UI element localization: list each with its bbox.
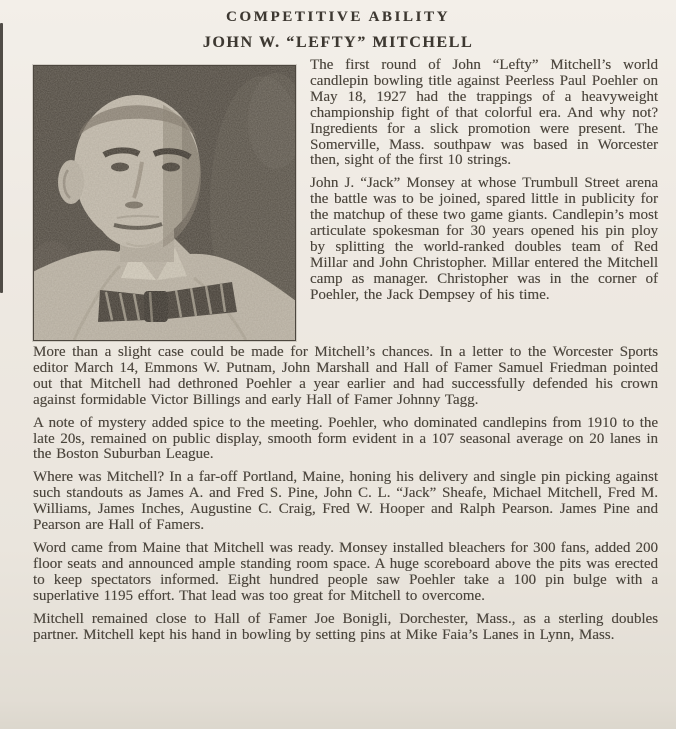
portrait-photo [33,65,296,341]
scan-edge-artifact [0,23,3,293]
paragraph-where-was-mitchell: Where was Mitchell? In a far-off Portland, Maine, honing his delivery and single pin picking against such standouts as James A. and Fred S. Pine, John C. L. “Jack” Sheafe, Michael Mitchell, Fred M. Williams, James Inches, Augustine C. Craig, Fred W. Hooper and Ralph Pearson. James Pine and Pearson are Hall of Famers. [33,469,658,534]
page-subtitle: JOHN W. “LEFTY” MITCHELL [202,34,474,51]
paragraph-mitchells-chances: More than a slight case could be made for Mitchell’s chances. In a letter to the Worcester Sports editor March 14, Emmons W. Putnam, John Marshall and Hall of Famer Samuel Friedman pointed out that Mitchell had dethroned Poehler a year earlier and had successfully defended his crown against formidable Victor Billings and early Hall of Famer Johnny Tagg. [33,344,658,408]
full-width-text [33,345,658,643]
photo-side-text [310,58,658,341]
paragraph-later-years: Mitchell remained close to Hall of Famer Joe Bonigli, Dorchester, Mass., as a sterling doubles partner. Mitchell kept his hand in bowling by setting pins at Mike Faia’s Lanes in Lynn, Mass. [33,610,658,643]
scanned-document-page [0,9,676,729]
top-section [33,58,658,341]
paragraph-monsey: John J. “Jack” Monsey at whose Trumbull Street arena the battle was to be joined, spared little in publicity for the matchup of these two game giants. Candlepin’s most articulate spokesman for 30 years opened his pin ploy by splitting the world-ranked doubles team of Red Millar and John Christopher. Millar entered the Mitchell camp as manager. Christopher was in the corner of Poehler, the Jack Dempsey of his time. [310,175,658,303]
page-title: COMPETITIVE ABILITY [225,9,451,25]
paragraph-poehler-mystery: A note of mystery added spice to the meeting. Poehler, who dominated candlepins from 1910 to the late 20s, remained on public display, smooth form evident in a 107 seasonal average on 20 lanes in the Boston Suburban League. [33,414,658,463]
paragraph-intro: The first round of John “Lefty” Mitchell’s world candlepin bowling title against Peerless Paul Poehler on May 18, 1927 had the trappings of a heavyweight championship fight of that colorful era. And why not? Ingredients for a slick promotion were present. The Somerville, Mass. southpaw was based in Worcester then, sight of the first 10 strings. [310,57,658,169]
portrait-photo-illustration [34,66,295,340]
paragraph-match-result: Word came from Maine that Mitchell was ready. Monsey installed bleachers for 300 fans, added 200 floor seats and announced ample standing room space. A huge scoreboard above the pits was erected to keep spectators informed. Eight hundred people saw Poehler take a 100 pin bulge with a superlative 1195 effort. That lead was too great for Mitchell to overcome. [33,539,658,604]
page-content [0,52,676,643]
